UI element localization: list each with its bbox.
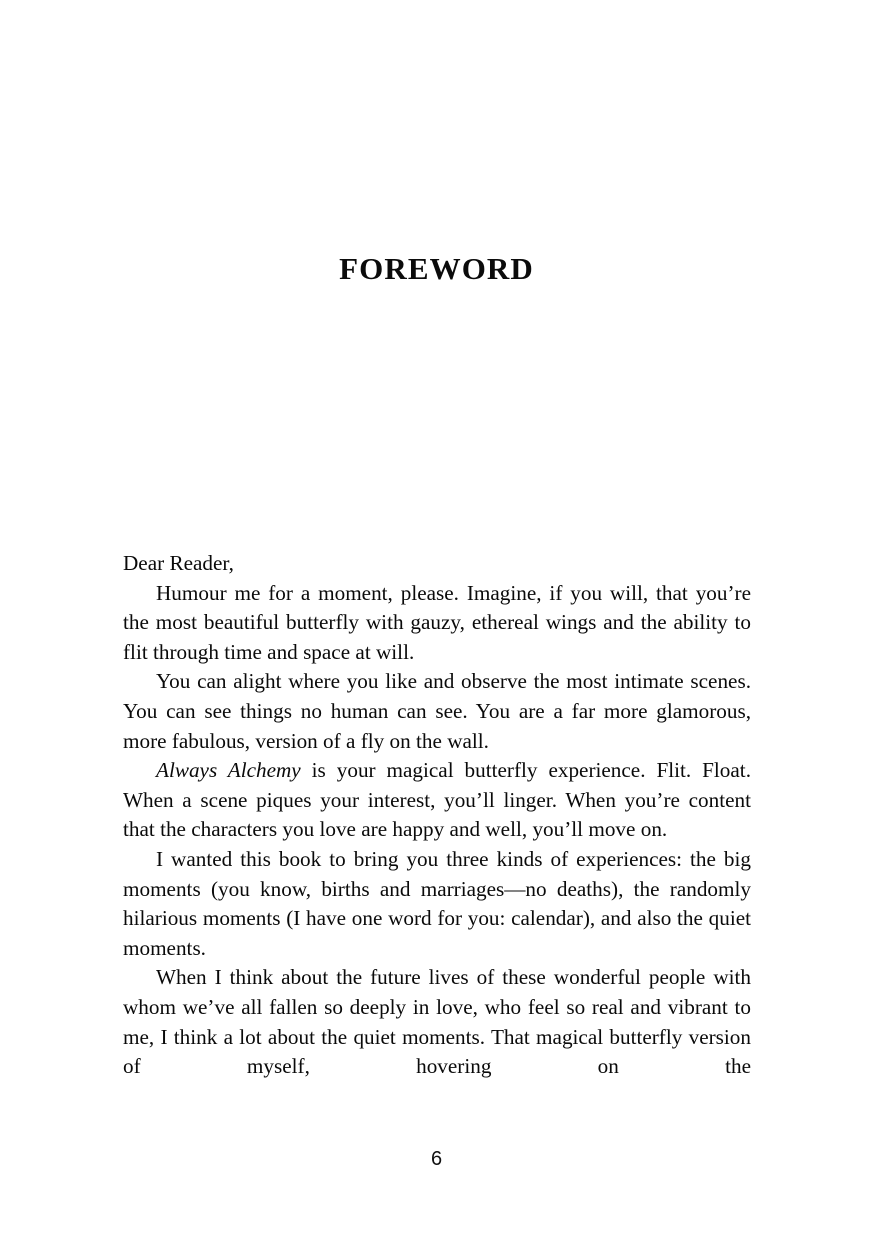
paragraph-3-text: is your magical butterfly experience. Flit. Float. When a scene piques your interest, you’ll linger. When you’re content that the characters you love are happy and well, you’ll move on. <box>123 758 751 842</box>
salutation-line: Dear Reader, <box>123 551 234 575</box>
paragraph-1: Humour me for a moment, please. Imagine, if you will, that you’re the most beautiful butterfly with gauzy, ethereal wings and the ability to flit through time and space at will. <box>123 580 751 664</box>
paragraph-4: I wanted this book to bring you three kinds of experiences: the big moments (you know, births and marriages—no deaths), the randomly hilarious moments (I have one word for you: calendar), and also the quiet moments. <box>123 846 751 960</box>
book-title-always-alchemy: Always Alchemy <box>156 758 301 783</box>
paragraph-3 <box>123 756 751 845</box>
paragraph-5: When I think about the future lives of these wonderful people with whom we’ve all fallen so deeply in love, who feel so real and vibrant to me, I think a lot about the quiet moments. That magical butterfly version of myself, hovering on the <box>123 965 751 1079</box>
paragraph-2: You can alight where you like and observe the most intimate scenes. You can see things no human can see. You are a far more glamorous, more fabulous, version of a fly on the wall. <box>123 669 751 753</box>
page-title: FOREWORD <box>339 250 534 286</box>
page-number: 6 <box>430 1148 443 1170</box>
body-text-block <box>123 549 751 1082</box>
